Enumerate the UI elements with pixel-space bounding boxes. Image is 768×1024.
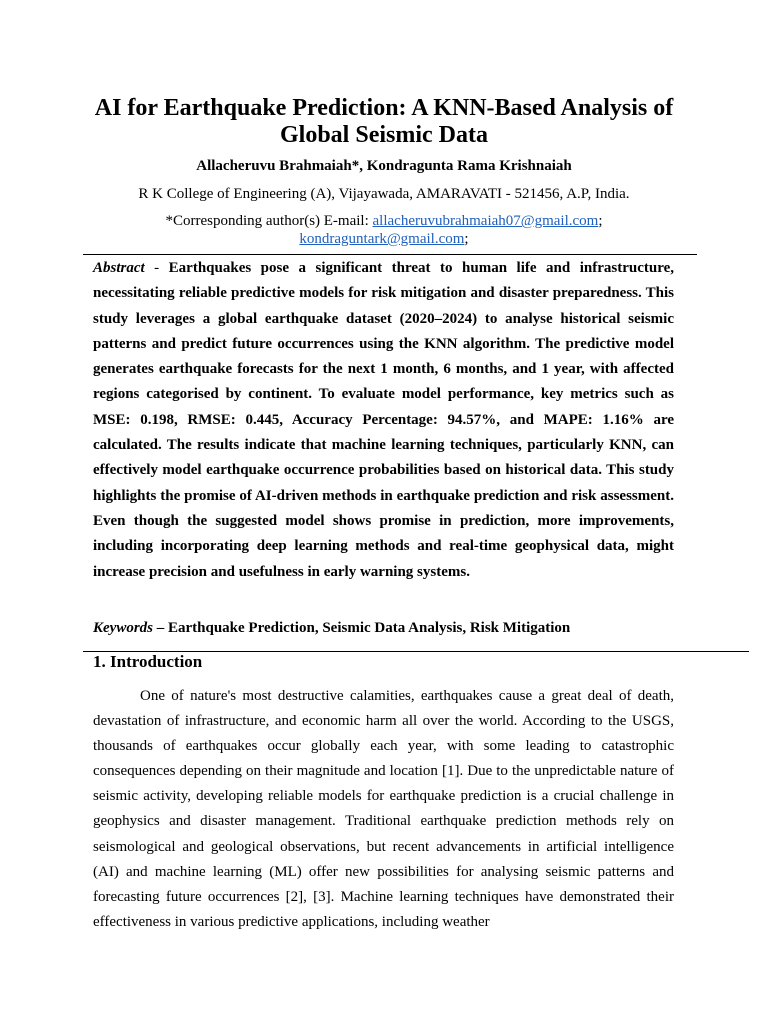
keywords	[93, 619, 693, 637]
email-separator-1: ;	[598, 213, 603, 229]
top-divider	[83, 254, 697, 255]
abstract	[93, 256, 674, 585]
abstract-text: Earthquakes pose a significant threat to human life and infrastructure, necessitating reliable predictive models for risk mitigation and disaster preparedness. This study leverages a global earthquake dataset (2020–2024) to analyse historical seismic patterns and predict future occurrences using the KNN algorithm. The predictive model generates earthquake forecasts for the next 1 month, 6 months, and 1 year, with affected regions categorised by continent. To evaluate model performance, key metrics such as MSE: 0.198, RMSE: 0.445, Accuracy Percentage: 94.57%, and MAPE: 1.16% are calculated. The results indicate that machine learning techniques, particularly KNN, can effectively model earthquake occurrence probabilities based on historical data. This study highlights the promise of AI-driven methods in earthquake prediction and risk assessment. Even though the suggested model shows promise in prediction, more improvements, including incorporating deep learning methods and real-time geophysical data, might increase precision and usefulness in early warning systems.	[93, 260, 674, 580]
section-heading: 1. Introduction	[93, 652, 203, 671]
keywords-dash: –	[153, 620, 168, 636]
corresponding-author	[60, 212, 708, 248]
keywords-text: Earthquake Prediction, Seismic Data Analysis, Risk Mitigation	[168, 620, 571, 636]
abstract-label: Abstract	[93, 260, 145, 276]
author-list: Allacheruvu Brahmaiah*, Kondragunta Rama Krishnaiah	[196, 158, 572, 174]
corresponding-prefix: *Corresponding author(s) E-mail:	[165, 213, 373, 229]
email-separator-2: ;	[464, 231, 469, 247]
email-link-2[interactable]: kondraguntark@gmail.com	[299, 231, 465, 247]
affiliation: R K College of Engineering (A), Vijayawada, AMARAVATI - 521456, A.P, India.	[138, 186, 630, 202]
abstract-dash: -	[144, 260, 169, 276]
intro-paragraph: One of nature's most destructive calamities, earthquakes cause a great deal of death, devastation of infrastructure, and economic harm all over the world. According to the USGS, thousands of earthquakes occur globally each year, with some leading to catastrophic consequences depending on their magnitude and location [1]. Due to the unpredictable nature of seismic activity, developing reliable models for earthquake prediction is a crucial challenge in geophysics and disaster management. Traditional earthquake prediction methods rely on seismological and geological observations, but recent advancements in artificial intelligence (AI) and machine learning (ML) offer new possibilities for analysing seismic patterns and forecasting future occurrences [2], [3]. Machine learning techniques have demonstrated their effectiveness in various predictive applications, including weather	[93, 688, 674, 930]
email-link-1[interactable]: allacheruvubrahmaiah07@gmail.com	[372, 213, 599, 229]
keywords-label: Keywords	[93, 620, 153, 636]
paper-title: AI for Earthquake Prediction: A KNN-Based Analysis of Global Seismic Data	[94, 95, 674, 148]
